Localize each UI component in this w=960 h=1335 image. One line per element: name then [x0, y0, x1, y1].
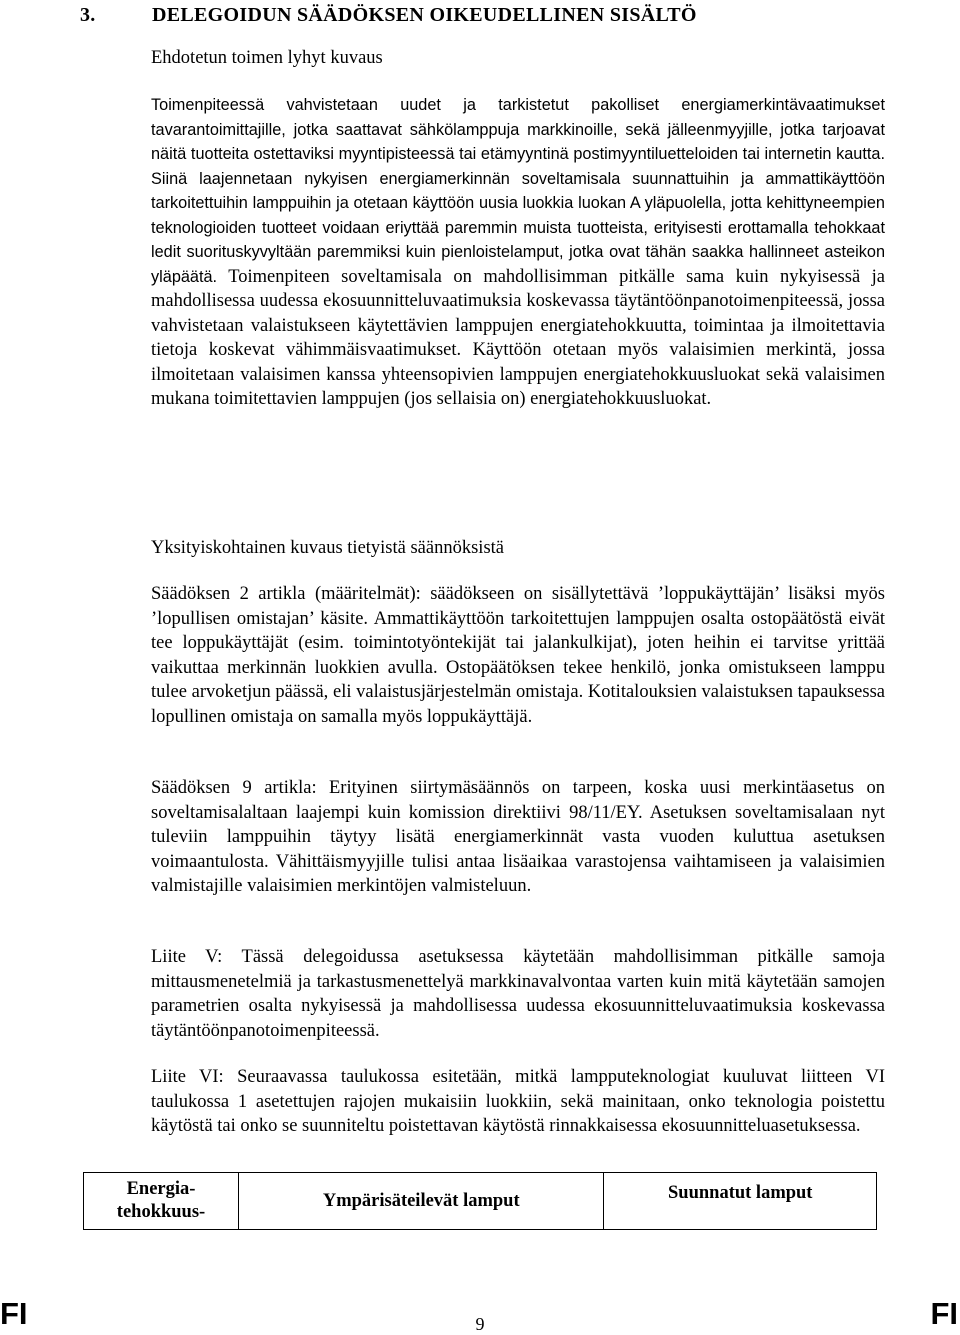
- lamp-technology-table: [83, 1172, 877, 1230]
- summary-paragraph-sans: Toimenpiteessä vahvistetaan uudet ja tarkistetut pakolliset energiamerkintävaatimukset tavarantoimittajille, jotka saattavat sähkölamppuja markkinoille, sekä jälleenmyyjille, jotka tarjoavat näitä tuotteita ostettaviksi myyntipisteessä tai etämyyntinä postimyyntiluetteloiden tai internetin kautta. Siinä laajennetaan nykyisen energiamerkinnän soveltamisala suunnattuihin ja ammattikäyttöön tarkoitettuihin lamppuihin ja otetaan käyttöön uusia luokkia luokan A yläpuolella, jotta kehittyneempien teknologioiden tuotteet voidaan eriyttää paremmin muista tuotteista, erityisesti erottamalla tehokkaat ledit suorituskyvyltään paremmiksi kuin pienloistelamput, jotka ovat tähän saakka hallinneet asteikon yläpäätä.: [151, 96, 885, 286]
- section-number: 3.: [80, 4, 96, 26]
- header-omnidirectional-lamps: Ympärisäteilevät lamput: [239, 1173, 604, 1230]
- article-2-paragraph: Säädöksen 2 artikla (määritelmät): säädökseen on sisällytettävä ’loppukäyttäjän’ lisäksi myös ’lopullisen omistajan’ käsite. Ammattikäyttöön tarkoitettujen lamppujen osalta ostopäätöstä eivät tee loppukäyttäjät (esim. toimintotyöntekijät tai jalankulkijat), joten heihin ei tarvitse yrittää vaikuttaa merkinnän luokkien avulla. Ostopäätöksen tekee henkilö, jonka omistukseen lamppu tulee arvoketjun päässä, eli valaistusjärjestelmän omistaja. Kotitalouksien valaistuksen tapauksessa lopullinen omistaja on samalla myös loppukäyttäjä.: [151, 584, 885, 727]
- summary-heading: Ehdotetun toimen lyhyt kuvaus: [151, 48, 383, 68]
- annex-5-paragraph: Liite V: Tässä delegoidussa asetuksessa käytetään mahdollisimman pitkälle samoja mittausmenetelmiä ja tarkastusmenettelyä markkinavalvontaa varten kuin mitä käytetään samojen parametrien osalta nykyisessä ja mahdollisessa uudessa ekosuunnitteluvaatimuksia koskevassa täytäntöönpanotoimenpiteessä.: [151, 947, 885, 1041]
- section-title: DELEGOIDUN SÄÄDÖKSEN OIKEUDELLINEN SISÄLTÖ: [152, 4, 697, 26]
- section-heading: [80, 4, 697, 27]
- annex-6-paragraph: Liite VI: Seuraavassa taulukossa esitetään, mitkä lampputeknologiat kuuluvat liitteen VI taulukossa 1 asetettujen rajojen mukaisiin luokkiin, sekä mainitaan, onko teknologia poistettu käytöstä tai onko se suunniteltu poistettavan käytöstä rinnakkaisessa ekosuunnitteluasetuksessa.: [151, 1067, 885, 1136]
- detail-heading: Yksityiskohtainen kuvaus tietyistä säännöksistä: [151, 538, 504, 558]
- summary-paragraph-serif: Toimenpiteen soveltamisala on mahdollisimman pitkälle sama kuin nykyisessä ja mahdollisessa uudessa ekosuunnitteluvaatimuksia koskevassa täytäntöönpanotoimenpiteessä, jossa vahvistetaan valaistukseen käytettävien lamppujen energiatehokkuutta, toimintaa ja ilmoitettavia tietoja koskevat vähimmäisvaatimukset. Käyttöön otetaan myös valaisimien merkintä, jossa ilmoitetaan valaisimen kanssa yhteensopivien lamppujen energiatehokkuusluokat sekä valaisimen mukana toimitettavien lamppujen (jos sellaisia on) energiatehokkuusluokat.: [151, 266, 885, 409]
- page-number: 9: [475, 1314, 485, 1334]
- footer-lang-left: FI: [0, 1296, 28, 1331]
- summary-paragraph: [151, 93, 885, 412]
- footer-lang-right: FI: [930, 1296, 958, 1331]
- table-header-row: [84, 1173, 877, 1230]
- header-directional-lamps: Suunnatut lamput: [604, 1173, 877, 1230]
- article-9-paragraph: Säädöksen 9 artikla: Erityinen siirtymäsäännös on tarpeen, koska uusi merkintäasetus on soveltamisalaltaan laajempi kuin komission direktiivi 98/11/EY. Asetuksen soveltamisalaan nyt tuleviin lamppuihin täytyy lisätä energiamerkinnät vasta vuoden kuluttua asetuksen voimaantulosta. Vähittäismyyjille tulisi antaa lisäaikaa varastojensa vaihtamiseen ja valaisimien valmistajille valaisimien merkintöjen valmisteluun.: [151, 778, 885, 896]
- header-energy-efficiency: Energia- tehokkuus-: [84, 1173, 239, 1230]
